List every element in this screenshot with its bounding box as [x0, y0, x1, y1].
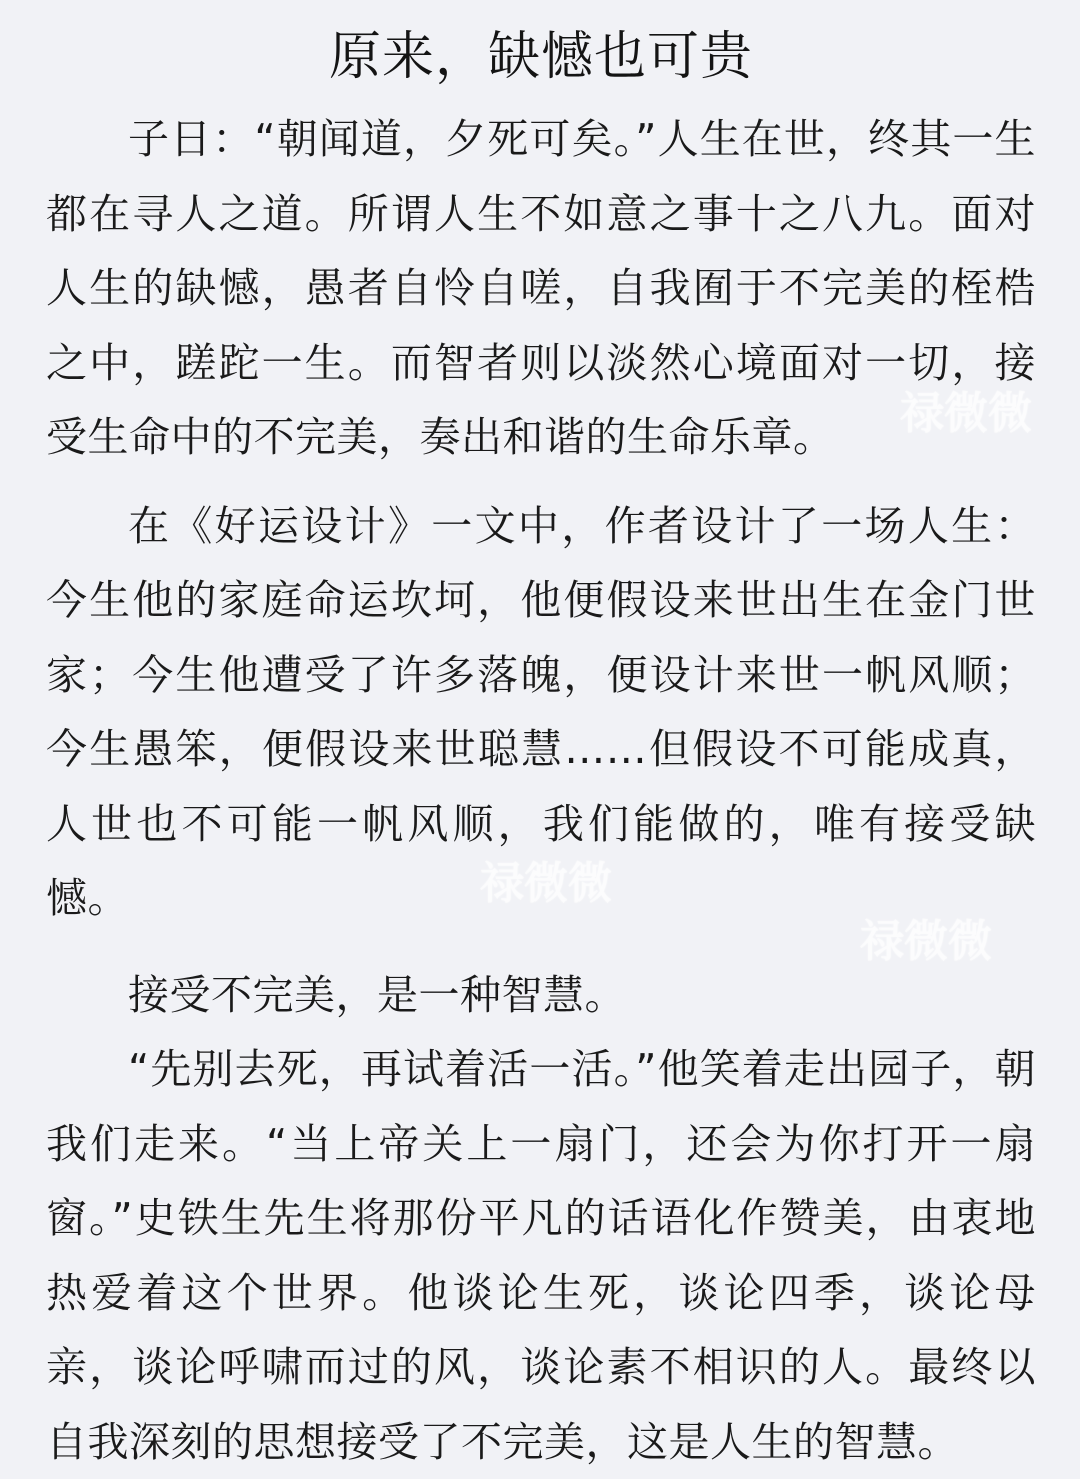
- paragraph: 在《好运设计》一文中，作者设计了一场人生：今生他的家庭命运坎坷，他便假设来世出生在金门世家；今生他遭受了许多落魄，便设计来世一帆风顺；今生愚笨，便假设来世聪慧……但假设不可能成真，人世也不可能一帆风顺，我们能做的，唯有接受缺憾。: [46, 501, 1036, 922]
- paragraph: 子日：“朝闻道，夕死可矣。”人生在世，终其一生都在寻人之道。所谓人生不如意之事十之八九。面对人生的缺憾，愚者自怜自嗟，自我囿于不完美的桎梏之中，蹉跎一生。而智者则以淡然心境面对一切，接受生命中的不完美，奏出和谐的生命乐章。: [46, 115, 1036, 461]
- paragraph: “先别去死，再试着活一活。”他笑着走出园子，朝我们走来。“当上帝关上一扇门，还会为你打开一扇窗。”史铁生先生将那份平凡的话语化作赞美，由衷地热爱着这个世界。他谈论生死，谈论四季，谈论母亲，谈论呼啸而过的风，谈论素不相识的人。最终以自我深刻的思想接受了不完美，这是人生的智慧。: [46, 1045, 1036, 1466]
- watermark-text: 禄微微: [900, 388, 1032, 439]
- page-title: 原来，缺憾也可贵: [328, 27, 753, 87]
- watermark-text: 禄微微: [860, 916, 992, 967]
- paragraph: 接受不完美，是一种智慧。: [128, 970, 626, 1019]
- watermark-text: 禄微微: [480, 858, 612, 909]
- essay-body: [46, 102, 1036, 1479]
